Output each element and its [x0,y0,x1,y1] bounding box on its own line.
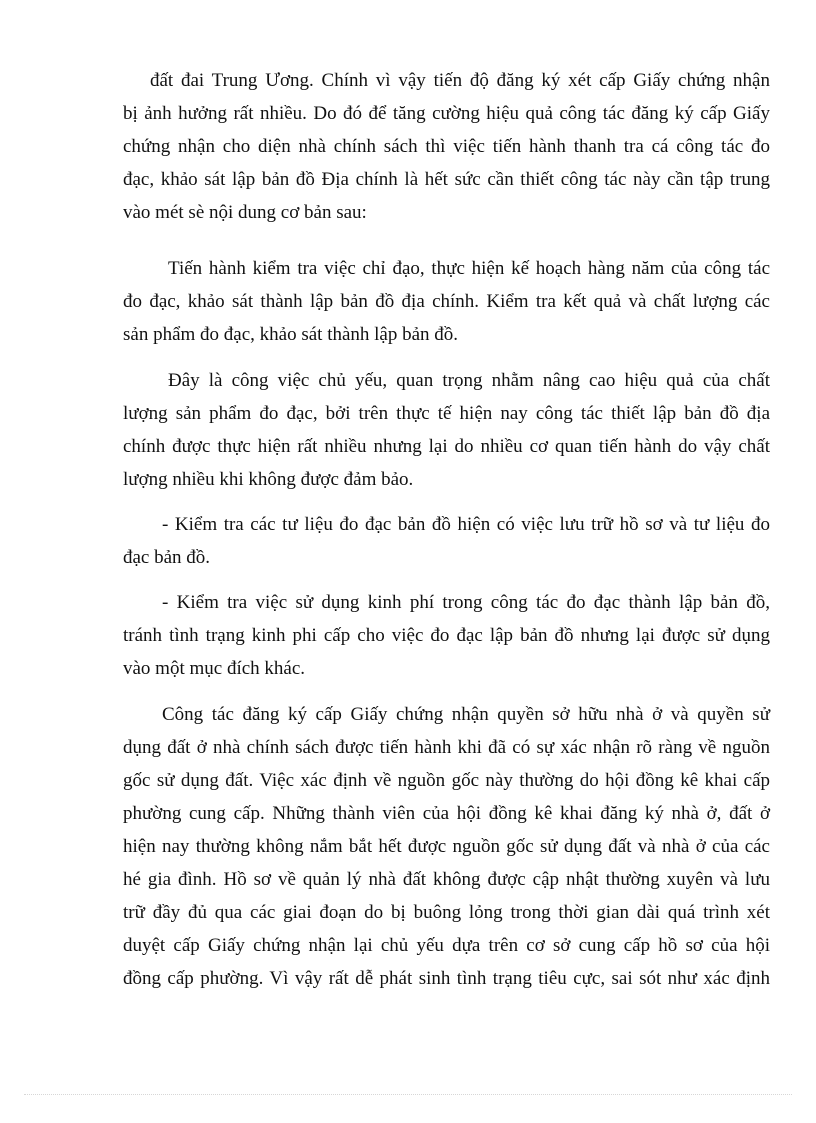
text-line: lượng sản phẩm đo đạc, bởi trên thực tế hiện nay công tác thiết lập bản đồ địa [123,403,770,424]
text-line: hiện nay thường không nắm bắt hết được nguồn gốc sử dụng đất và nhà ở của các [123,836,770,857]
text-line: dụng đất ở nhà chính sách được tiến hành khi đã có sự xác nhận rõ ràng về nguồn [123,737,770,758]
footer-divider [24,1094,792,1095]
text-line: đất đai Trung Ương. Chính vì vậy tiến độ đăng ký xét cấp Giấy chứng nhận [150,70,770,91]
text-line: hé gia đình. Hồ sơ về quản lý nhà đất không được cập nhật thường xuyên và lưu [123,869,770,890]
text-line: chính được thực hiện rất nhiều nhưng lại do nhiều cơ quan tiến hành do vậy chất [123,436,770,457]
text-line: sản phẩm đo đạc, khảo sát thành lập bản đồ. [123,324,459,345]
text-line: chứng nhận cho diện nhà chính sách thì việc tiến hành thanh tra cá công tác đo [123,136,770,157]
text-line: đo đạc, khảo sát thành lập bản đồ địa chính. Kiểm tra kết quả và chất lượng các [123,291,770,312]
text-line: Đây là công việc chủ yếu, quan trọng nhằm nâng cao hiệu quả của chất [168,370,770,391]
text-line: lượng nhiều khi không được đảm bảo. [123,469,414,490]
text-line: tránh tình trạng kinh phi cấp cho việc đo đạc lập bản đồ nhưng lại được sử dụng [123,625,770,646]
text-line: bị ảnh hưởng rất nhiều. Do đó để tăng cường hiệu quả công tác đăng ký cấp Giấy [123,103,770,124]
text-line: - Kiểm tra các tư liệu đo đạc bản đồ hiện có việc lưu trữ hồ sơ và tư liệu đo [162,514,770,535]
text-line: đồng cấp phường. Vì vậy rất dễ phát sinh tình trạng tiêu cực, sai sót như xác định [123,968,770,989]
text-line: Công tác đăng ký cấp Giấy chứng nhận quyền sở hữu nhà ở và quyền sử [162,704,770,725]
text-line: - Kiểm tra việc sử dụng kinh phí trong công tác đo đạc thành lập bản đồ, [162,592,770,613]
text-line: đạc bản đồ. [123,547,211,568]
text-line: Tiến hành kiểm tra việc chỉ đạo, thực hiện kế hoạch hàng năm của công tác [168,258,770,279]
text-line: vào một mục đích khác. [123,658,306,679]
text-line: gốc sử dụng đất. Việc xác định về nguồn gốc này thường do hội đồng kê khai cấp [123,770,770,791]
text-line: phường cung cấp. Những thành viên của hội đồng kê khai đăng ký nhà ở, đất ở [123,803,770,824]
text-line: duyệt cấp Giấy chứng nhận lại chủ yếu dựa trên cơ sở cung cấp hồ sơ của hội [123,935,770,956]
text-line: đạc, khảo sát lập bản đồ Địa chính là hết sức cần thiết công tác này cần tập trung [123,169,770,190]
text-line: vào mét sè nội dung cơ bản sau: [123,202,367,223]
text-line: trữ đầy đủ qua các giai đoạn do bị buông lỏng trong thời gian dài quá trình xét [123,902,770,923]
